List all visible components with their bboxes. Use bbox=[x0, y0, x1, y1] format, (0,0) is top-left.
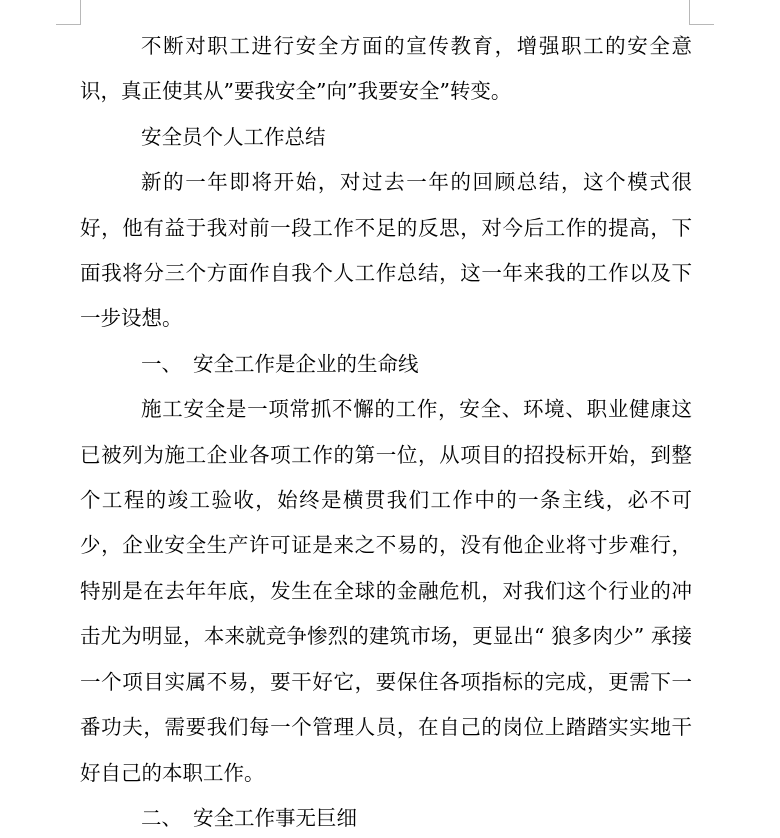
section-heading-2-number: 二、 bbox=[141, 805, 182, 830]
paragraph-safety-awareness: 不断对职工进行安全方面的宣传教育，增强职工的安全意识，真正使其从”要我安全”向”我要安全”转变。 bbox=[80, 34, 692, 104]
section-heading-1-number: 一、 bbox=[141, 351, 182, 376]
document-body bbox=[80, 24, 692, 838]
paragraph-introduction: 新的一年即将开始，对过去一年的回顾总结，这个模式很好，他有益于我对前一段工作不足的反思，对今后工作的提高，下面我将分三个方面作自我个人工作总结，这一年来我的工作以及下一步设想。 bbox=[80, 170, 692, 331]
section-heading-1 bbox=[80, 342, 692, 387]
section-heading-1-text: 安全工作是企业的生命线 bbox=[193, 351, 419, 376]
section-heading-2 bbox=[80, 796, 692, 838]
section-heading-2-text: 安全工作事无巨细 bbox=[193, 805, 357, 830]
paragraph-section-1-body: 施工安全是一项常抓不懈的工作，安全、环境、职业健康这已被列为施工企业各项工作的第一位，从项目的招投标开始，到整个工程的竣工验收，始终是横贯我们工作中的一条主线，必不可少，企业安全生产许可证是来之不易的，没有他企业将寸步难行，特别是在去年年底，发生在全球的金融危机，对我们这个行业的冲击尤为明显，本来就竞争惨烈的建筑市场，更显出“ 狼多肉少” 承接一个项目实属不易，要干好它，要保住各项指标的完成，更需下一番功夫，需要我们每一个管理人员，在自己的岗位上踏踏实实地干好自己的本职工作。 bbox=[80, 397, 692, 785]
document-title: 安全员个人工作总结 bbox=[141, 124, 326, 149]
margin-corner-mark-left bbox=[56, 0, 81, 25]
margin-corner-mark-right bbox=[689, 0, 714, 25]
